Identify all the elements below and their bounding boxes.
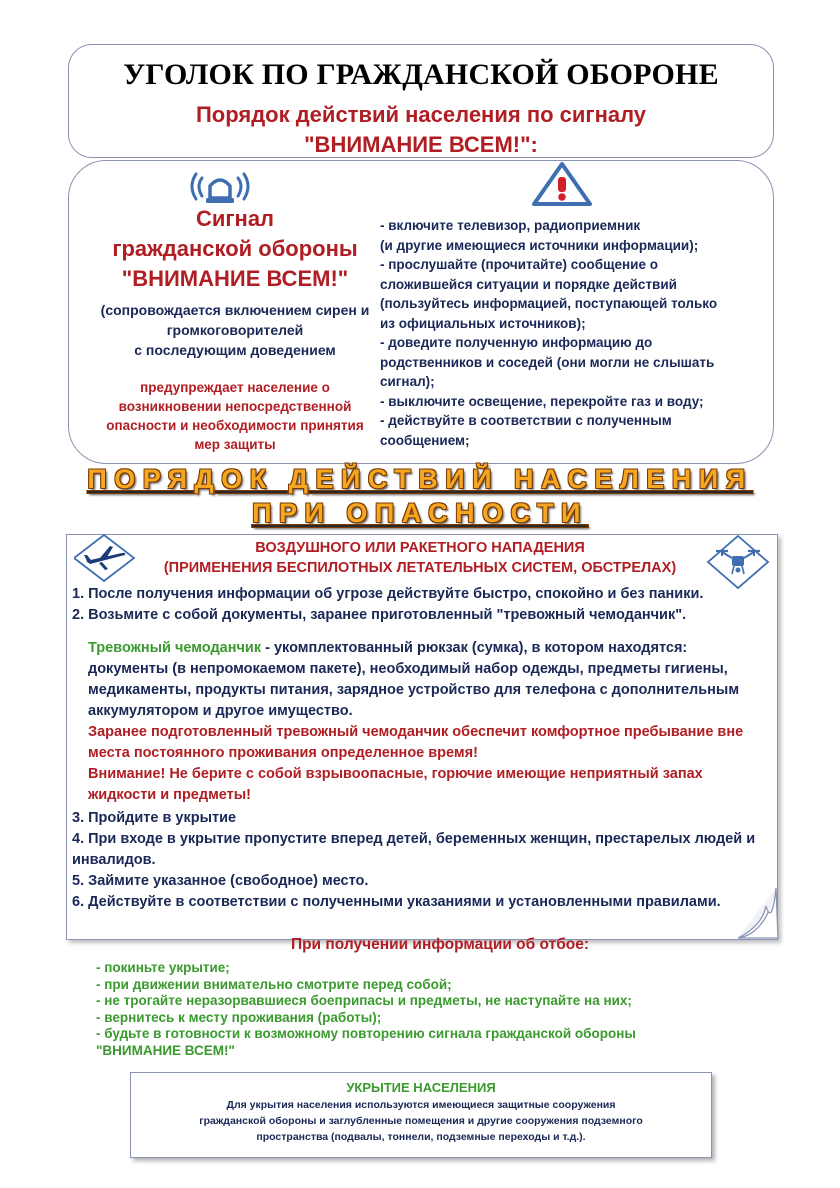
steps-list-top: [72, 584, 762, 626]
signal-note-line: (сопровождается включением сирен и: [100, 302, 370, 318]
signal-warning-line: мер защиты: [194, 437, 276, 452]
step-item: 3. Пройдите в укрытие: [72, 810, 237, 826]
subtitle-line: "ВНИМАНИЕ ВСЕМ!":: [304, 132, 538, 157]
danger-heading: [40, 462, 800, 530]
all-clear-item: - вернитесь к месту проживания (работы);: [96, 1009, 382, 1025]
siren-icon: [188, 166, 252, 206]
action-line: сообщением;: [380, 432, 470, 448]
step-item: 6. Действуйте в соответствии с полученными указаниями и установленными правилами.: [72, 894, 721, 910]
step-item: 4. При входе в укрытие пропустите вперед детей, беременных женщин, престарелых людей и инвалидов.: [72, 831, 756, 868]
kit-text: - укомплектованный рюкзак (сумка), в котором находятся: документы (в непромокаемом пакете), необходимый набор одежды, предметы гигиены, медикаменты, продукты питания, зарядное устройство для телефона с дополнительным аккумулятором и другое имущество.: [88, 640, 740, 719]
all-clear-item: "ВНИМАНИЕ ВСЕМ!": [96, 1042, 235, 1058]
action-line: сигнал);: [380, 374, 435, 389]
signal-warning-line: предупреждает население о: [140, 380, 330, 395]
subtitle-line: Порядок действий населения по сигналу: [195, 102, 647, 127]
danger-heading-line: ПРИ ОПАСНОСТИ: [252, 498, 588, 528]
all-clear-item: - покиньте укрытие;: [96, 960, 230, 975]
signal-warning: [70, 378, 400, 454]
danger-heading-line: ПОРЯДОК ДЕЙСТВИЙ НАСЕЛЕНИЯ: [87, 464, 753, 494]
emergency-kit-description: [88, 638, 758, 806]
all-clear-item: - не трогайте неразорвавшиеся боеприпасы и предметы, не наступайте на них;: [96, 993, 632, 1008]
step-item: 5. Займите указанное (свободное) место.: [72, 873, 369, 889]
shelter-text: [150, 1097, 692, 1145]
signal-note-line: громкоговорителей: [166, 322, 304, 338]
signal-actions-list: [380, 216, 760, 450]
signal-note: [70, 300, 400, 360]
action-line: - выключите освещение, перекройте газ и воду;: [380, 393, 704, 409]
shelter-text-line: гражданской обороны и заглубленные помещения и другие сооружения подземного: [199, 1115, 643, 1127]
action-line: - включите телевизор, радиоприемник: [380, 218, 641, 233]
action-line: (и другие имеющиеся источники информации);: [380, 237, 699, 253]
drone-icon: [706, 534, 770, 590]
step-item: 2. Возьмите с собой документы, заранее приготовленный "тревожный чемоданчик".: [72, 607, 687, 623]
signal-warning-line: опасности и необходимости принятия: [106, 418, 364, 433]
all-clear-list: [96, 960, 736, 1059]
kit-paragraph: [88, 638, 758, 722]
airplane-icon: [74, 533, 136, 583]
signal-title: [70, 204, 400, 294]
action-line: из официальных источников);: [380, 315, 586, 331]
shelter-text-line: Для укрытия населения используются имеющиеся защитные сооружения: [226, 1099, 616, 1111]
action-line: (пользуйтесь информацией, поступающей только: [380, 296, 718, 311]
all-clear-item: - при движении внимательно смотрите перед собой;: [96, 976, 452, 992]
shelter-title: УКРЫТИЕ НАСЕЛЕНИЯ: [346, 1080, 496, 1095]
shelter-text-line: пространства (подвалы, тоннели, подземные переходы и т.д.).: [256, 1131, 586, 1143]
warning-triangle-icon: [530, 160, 594, 208]
signal-title-line: гражданской обороны: [112, 236, 358, 261]
signal-title-line: Сигнал: [195, 206, 275, 231]
air-attack-title: [140, 538, 700, 578]
all-clear-title: При получении информации об отбое:: [290, 936, 590, 953]
signal-note-line: с последующим доведением: [134, 342, 336, 358]
signal-title-line: "ВНИМАНИЕ ВСЕМ!": [121, 266, 349, 291]
action-line: родственников и соседей (они могли не слышать: [380, 354, 715, 370]
page-title: УГОЛОК ПО ГРАЖДАНСКОЙ ОБОРОНЕ: [123, 58, 719, 91]
action-line: - прослушайте (прочитайте) сообщение о: [380, 257, 658, 272]
action-line: - действуйте в соответствии с полученным: [380, 413, 672, 428]
air-attack-title-line: (ПРИМЕНЕНИЯ БЕСПИЛОТНЫХ ЛЕТАТЕЛЬНЫХ СИСТЕМ, ОБСТРЕЛАХ): [163, 560, 677, 576]
kit-note: Заранее подготовленный тревожный чемоданчик обеспечит комфортное пребывание вне места постоянного проживания определенное время!: [88, 724, 744, 761]
action-line: сложившейся ситуации и порядке действий: [380, 276, 677, 292]
air-attack-title-line: ВОЗДУШНОГО ИЛИ РАКЕТНОГО НАПАДЕНИЯ: [255, 540, 585, 556]
all-clear-item: - будьте в готовности к возможному повторению сигнала гражданской обороны: [96, 1026, 636, 1041]
signal-warning-line: возникновении непосредственной: [118, 399, 352, 414]
steps-list-bottom: [72, 808, 762, 913]
kit-warning: Внимание! Не берите с собой взрывоопасные, горючие имеющие неприятный запах жидкости и предметы!: [88, 766, 703, 803]
action-line: - доведите полученную информацию до: [380, 335, 653, 350]
kit-term: Тревожный чемоданчик: [88, 640, 262, 656]
page-subtitle: [68, 100, 774, 160]
step-item: 1. После получения информации об угрозе действуйте быстро, спокойно и без паники.: [72, 586, 704, 602]
